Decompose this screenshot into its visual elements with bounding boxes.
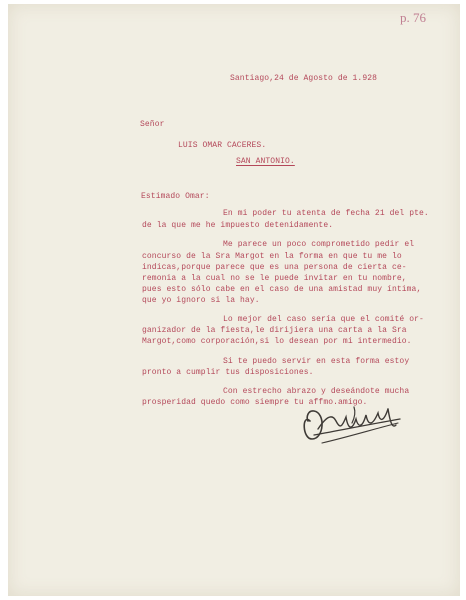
body-line: Con estrecho abrazo y deseándote mucha	[223, 387, 410, 396]
archive-page-reference: p. 76	[400, 10, 426, 25]
body-line: Lo mejor del caso sería que el comité or-	[223, 315, 424, 324]
body-line: Margot,como corporación,si lo desean por mi intermedio.	[142, 337, 412, 346]
salutation-prefix: Señor	[140, 120, 165, 129]
body-line: pronto a cumplir tus disposiciones.	[142, 368, 314, 377]
body-line: de la que me he impuesto detenidamente.	[142, 221, 334, 230]
recipient-place: SAN ANTONIO.	[236, 157, 295, 166]
letter-page	[8, 4, 460, 596]
body-line: concurso de la Sra Margot en la forma en que tu me lo	[142, 252, 402, 261]
body-line: remonia a la cual no se le puede invitar en tu nombre,	[142, 274, 407, 283]
handwritten-signature	[296, 399, 411, 449]
body-line: Si te puedo servir en esta forma estoy	[223, 357, 410, 366]
body-line: pues esto sólo cabe en el caso de una amistad muy íntima,	[142, 285, 422, 294]
body-line: En mi poder tu atenta de fecha 21 del pte.	[223, 209, 429, 218]
body-line: que yo ignoro si la hay.	[142, 296, 260, 305]
greeting: Estimado Omar:	[141, 192, 210, 201]
body-line: prosperidad quedo como siempre tu affmo.amigo.	[142, 398, 368, 407]
date-line: Santiago,24 de Agosto de 1.928	[230, 74, 378, 83]
recipient-name: LUIS OMAR CACERES.	[178, 141, 267, 150]
body-line: indicas,porque parece que es una persona de cierta ce-	[142, 263, 407, 272]
body-line: ganizador de la fiesta,le dirijiera una carta a la Sra	[142, 326, 407, 335]
body-line: Me parece un poco comprometido pedir el	[223, 240, 415, 249]
